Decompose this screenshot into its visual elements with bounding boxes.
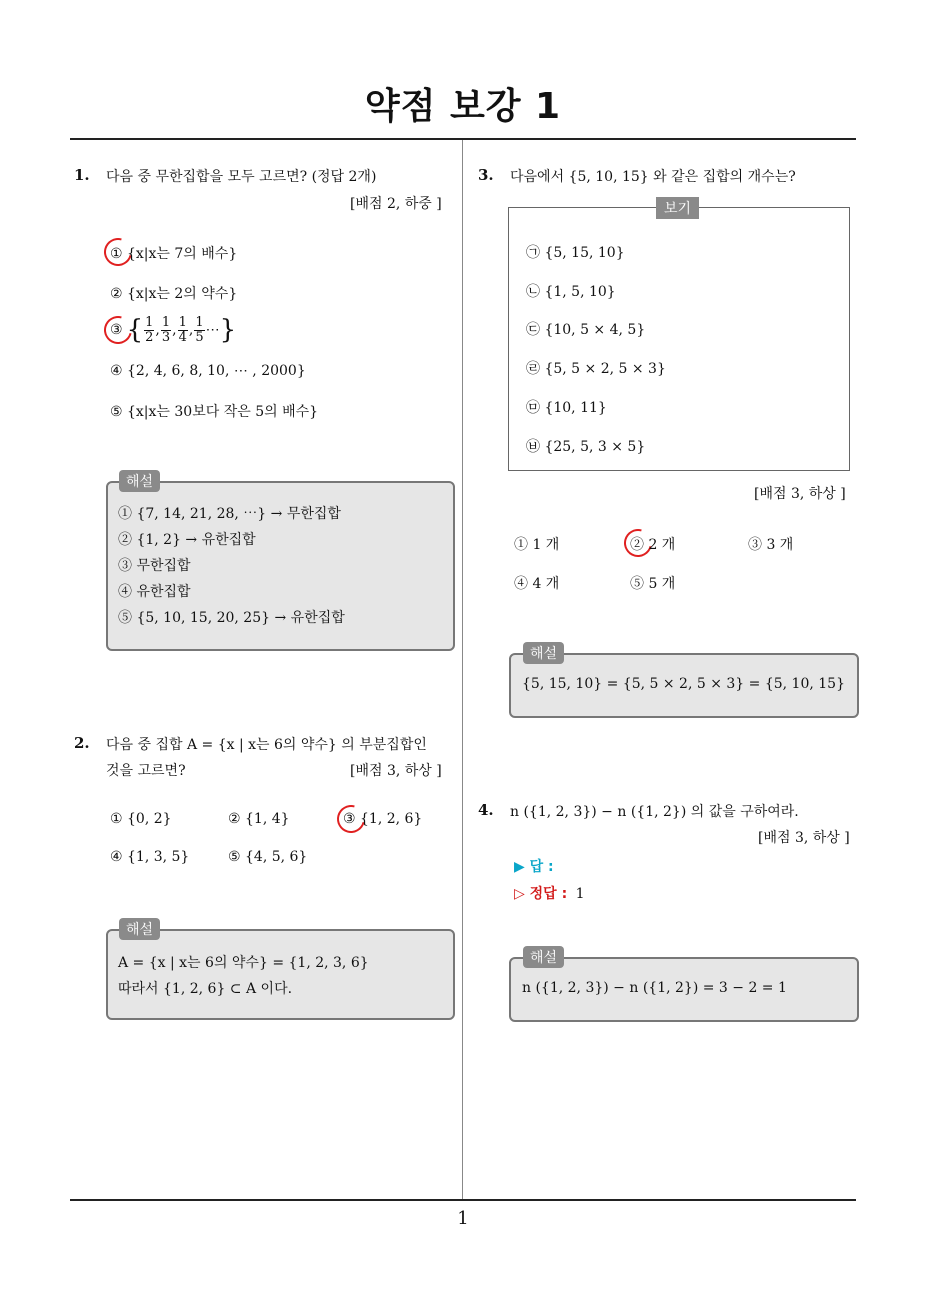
fraction-1-3: $\frac{1}{3}$ (161, 314, 171, 345)
q1-choice-2[interactable]: ② {x|x는 2의 약수} (110, 286, 238, 302)
q1-choice-1[interactable]: ① {x|x는 7의 배수} (110, 246, 238, 262)
q3-choice-2[interactable]: ② 2 개 (630, 537, 676, 553)
q3-bogi-item-3: ㉢ {10, 5 × 4, 5} (526, 322, 646, 338)
q2-choice-1[interactable]: ① {0, 2} (110, 811, 172, 827)
q2-choice-3[interactable]: ③ {1, 2, 6} (343, 811, 423, 827)
q3-bogi-item-5: ㉤ {10, 11} (526, 400, 607, 416)
q2-explanation-box (106, 929, 455, 1020)
q2-number: 2. (74, 734, 90, 752)
fraction-1-4: $\frac{1}{4}$ (178, 314, 187, 345)
fraction-1-2: $\frac{1}{2}$ (145, 314, 154, 345)
q1-expl-line-4: ④ 유한집합 (118, 584, 191, 600)
page-number: 1 (457, 1208, 469, 1229)
fraction-1-5: $\frac{1}{5}$ (195, 314, 204, 345)
q3-bogi-item-6: ㉥ {25, 5, 3 × 5} (526, 439, 646, 455)
q1-expl-line-2: ② {1, 2} → 유한집합 (118, 532, 256, 548)
q4-text: n ({1, 2, 3}) − n ({1, 2}) 의 값을 구하여라. (510, 804, 799, 820)
column-divider (462, 140, 463, 1200)
q3-number: 3. (478, 166, 494, 184)
q1-expl-line-1: ① {7, 14, 21, 28, ⋯} → 무한집합 (118, 506, 341, 522)
bottom-rule (70, 1199, 856, 1201)
q1-explanation-tag: 해설 (119, 470, 160, 492)
q4-explanation-tag: 해설 (523, 946, 564, 968)
q3-expl-line-1: {5, 15, 10} = {5, 5 × 2, 5 × 3} = {5, 10, 15} (522, 676, 845, 692)
q3-bogi-item-4: ㉣ {5, 5 × 2, 5 × 3} (526, 361, 666, 377)
q1-choice-3[interactable]: ③ { $\frac{1}{2}$ , $\frac{1}{3}$ , $\frac{1}{4}$ , $\frac{1}{5}$ ⋯ } (110, 314, 237, 345)
q1-choice3-ellipsis: ⋯ (205, 322, 220, 338)
q3-bogi-tag: 보기 (656, 197, 699, 219)
q3-bogi-item-1: ㉠ {5, 15, 10} (526, 245, 625, 261)
q2-choice-5[interactable]: ⑤ {4, 5, 6} (228, 849, 308, 865)
q3-bogi-item-2: ㉡ {1, 5, 10} (526, 284, 616, 300)
q3-choice-4[interactable]: ④ 4 개 (514, 576, 560, 592)
q1-choice-4[interactable]: ④ {2, 4, 6, 8, 10, ⋯ , 2000} (110, 363, 306, 379)
top-rule (70, 138, 856, 140)
q2-text-line-1: 다음 중 집합 A = {x | x는 6의 약수} 의 부분집합인 (106, 737, 427, 753)
q1-text: 다음 중 무한집합을 모두 고르면? (정답 2개) (106, 169, 377, 185)
q4-score: [배점 3, 하상 ] (758, 830, 850, 846)
q3-explanation-tag: 해설 (523, 642, 564, 664)
q2-text-line-2: 것을 고르면? (106, 763, 186, 779)
q2-choice-2[interactable]: ② {1, 4} (228, 811, 290, 827)
q2-explanation-tag: 해설 (119, 918, 160, 940)
q2-choice-4[interactable]: ④ {1, 3, 5} (110, 849, 190, 865)
q1-score: [배점 2, 하중 ] (350, 196, 442, 212)
q2-score: [배점 3, 하상 ] (350, 763, 442, 779)
page-title: 약점 보강 1 (364, 86, 562, 127)
q4-expl-line-1: n ({1, 2, 3}) − n ({1, 2}) = 3 − 2 = 1 (522, 980, 787, 996)
q3-choice-5[interactable]: ⑤ 5 개 (630, 576, 676, 592)
q1-expl-line-5: ⑤ {5, 10, 15, 20, 25} → 유한집합 (118, 610, 345, 626)
q4-correct-answer (514, 883, 585, 903)
q4-number: 4. (478, 801, 494, 819)
q2-expl-line-2: 따라서 {1, 2, 6} ⊂ A 이다. (118, 981, 293, 997)
q3-choice-1[interactable]: ① 1 개 (514, 537, 560, 553)
q3-text: 다음에서 {5, 10, 15} 와 같은 집합의 개수는? (510, 169, 796, 185)
q4-correct-label: ▷ 정답 : (514, 886, 568, 902)
q1-choice-5[interactable]: ⑤ {x|x는 30보다 작은 5의 배수} (110, 404, 319, 420)
q1-choice3-marker: ③ (110, 322, 123, 338)
q4-answer-label: ▶ 답 : (514, 859, 554, 875)
q2-expl-line-1: A = {x | x는 6의 약수} = {1, 2, 3, 6} (118, 955, 369, 971)
q4-correct-value: 1 (575, 886, 585, 902)
q3-choice-3[interactable]: ③ 3 개 (748, 537, 794, 553)
q1-expl-line-3: ③ 무한집합 (118, 558, 191, 574)
q3-score: [배점 3, 하상 ] (754, 486, 846, 502)
q1-number: 1. (74, 166, 90, 184)
